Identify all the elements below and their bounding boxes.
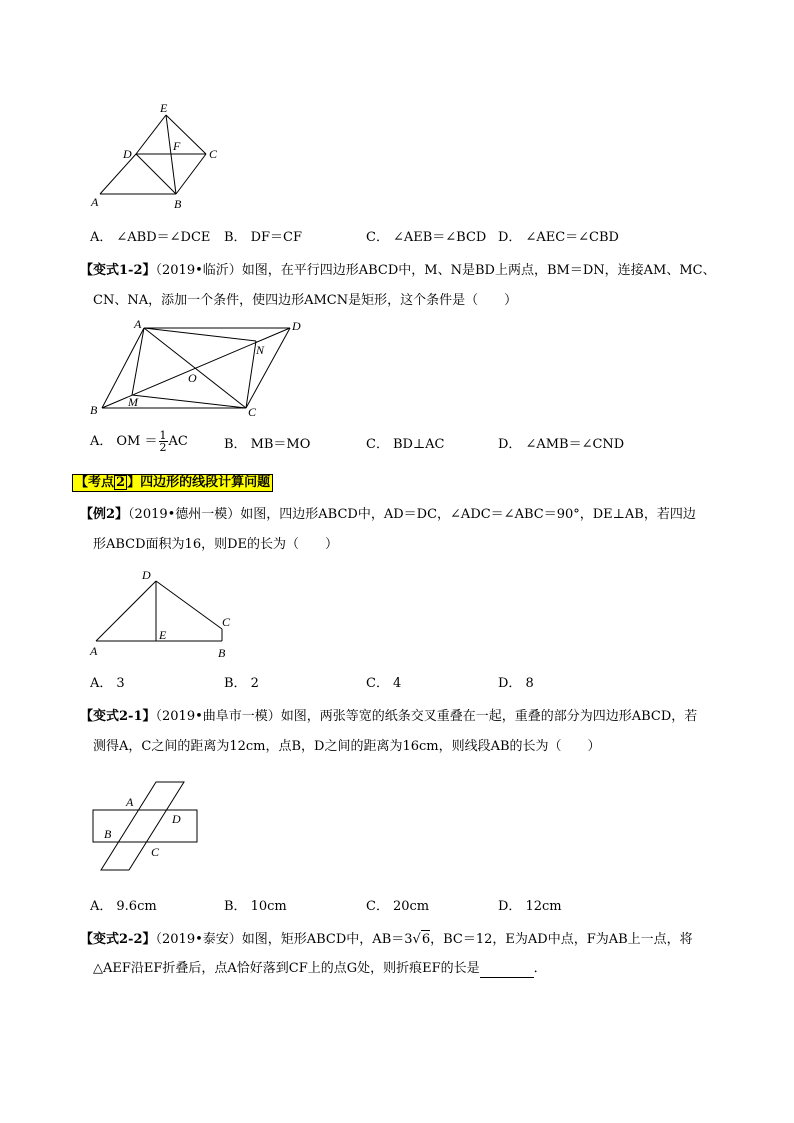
label-D: D <box>172 812 181 826</box>
fraction-one-half: $\frac{1}{2}$ <box>159 429 167 454</box>
v22-question-line1: 【变式2-2】（2019•泰安）如图，矩形ABCD中，AB＝3√6，BC＝12，E为AD中点，F为AB上一点，将 <box>80 932 693 947</box>
option-b[interactable]: B． 2 <box>224 676 259 691</box>
label-D: D <box>292 319 301 333</box>
label-A: A <box>134 317 142 331</box>
option-d[interactable]: D． ∠AEC＝∠CBD <box>498 230 619 245</box>
label-C: C <box>209 147 218 161</box>
figure-ex2-svg <box>86 562 246 662</box>
option-a[interactable]: A． 3 <box>90 676 125 691</box>
option-c[interactable]: C． 20cm <box>366 899 430 914</box>
v21-question-line2: 测得A，C之间的距离为12cm，点B，D之间的距离为16cm，则线段AB的长为（ ） <box>93 739 601 754</box>
v12-options <box>90 429 730 454</box>
option-d[interactable]: D． 12cm <box>498 899 562 914</box>
v12-tag: 【变式1-2】 <box>80 263 156 278</box>
label-E: E <box>159 628 167 642</box>
figure-v21-svg <box>86 776 206 876</box>
label-E: E <box>160 101 168 115</box>
figure-v12-svg <box>84 316 320 422</box>
option-c[interactable]: C． 4 <box>366 676 402 691</box>
ex2-question-line1: 【例2】（2019•德州一模）如图，四边形ABCD中，AD＝DC，∠ADC＝∠ABC＝90°，DE⊥AB，若四边 <box>80 507 696 522</box>
option-a[interactable]: A． OM ＝ $\frac{1}{2}$ AC <box>90 429 188 454</box>
label-B: B <box>174 197 182 211</box>
label-A: A <box>91 195 99 209</box>
option-d[interactable]: D． ∠AMB＝∠CND <box>498 437 625 452</box>
figure-q1 <box>80 98 230 216</box>
label-B: B <box>90 403 98 417</box>
figure-v12 <box>84 316 320 422</box>
v12-question-line1: 【变式1-2】（2019•临沂）如图，在平行四边形ABCD中，M、N是BD上两点，BM＝DN，连接AM、MC、 <box>80 263 716 278</box>
option-a[interactable]: A． ∠ABD＝∠DCE <box>90 230 211 245</box>
label-F: F <box>173 139 181 153</box>
ex2-question-line2: 形ABCD面积为16，则DE的长为（ ） <box>93 537 339 552</box>
figure-v21 <box>86 776 206 876</box>
ex2-tag: 【例2】 <box>80 507 129 522</box>
v22-question-line2: △AEF沿EF折叠后，点A恰好落到CF上的点G处，则折痕EF的长是 ． <box>93 961 547 976</box>
v22-tag: 【变式2-2】 <box>80 932 156 947</box>
v21-question-line1: 【变式2-1】（2019•曲阜市一模）如图，两张等宽的纸条交叉重叠在一起，重叠的部分为四边形ABCD，若 <box>80 709 698 724</box>
label-N: N <box>256 343 265 357</box>
label-C: C <box>248 405 257 419</box>
sqrt-symbol: √ <box>412 932 421 947</box>
option-c[interactable]: C． ∠AEB＝∠BCD <box>366 230 487 245</box>
label-B: B <box>218 646 226 660</box>
section-heading-kaodian2: 【考点 2 】四边形的线段计算问题 <box>72 474 273 492</box>
answer-blank[interactable] <box>480 963 534 978</box>
v12-question-line2: CN、NA，添加一个条件，使四边形AMCN是矩形，这个条件是（ ） <box>93 293 518 308</box>
v21-options <box>90 898 730 916</box>
ex2-options <box>90 675 730 693</box>
option-a[interactable]: A． 9.6cm <box>90 899 157 914</box>
label-O: O <box>188 371 197 385</box>
option-b[interactable]: B． MB＝MO <box>224 437 311 452</box>
option-b[interactable]: B． 10cm <box>224 899 287 914</box>
figure-ex2 <box>86 562 246 662</box>
label-A: A <box>90 644 98 658</box>
v21-tag: 【变式2-1】 <box>80 709 156 724</box>
option-c[interactable]: C． BD⊥AC <box>366 437 445 452</box>
q1-options <box>90 229 730 247</box>
label-C: C <box>151 845 160 859</box>
label-D: D <box>142 568 151 582</box>
label-M: M <box>128 395 138 409</box>
figure-q1-svg <box>80 98 230 216</box>
radicand: 6 <box>421 932 431 947</box>
label-D: D <box>123 147 132 161</box>
option-d[interactable]: D． 8 <box>498 676 534 691</box>
label-C: C <box>222 615 231 629</box>
option-b[interactable]: B． DF＝CF <box>224 230 302 245</box>
label-B: B <box>104 827 112 841</box>
label-A: A <box>126 795 134 809</box>
